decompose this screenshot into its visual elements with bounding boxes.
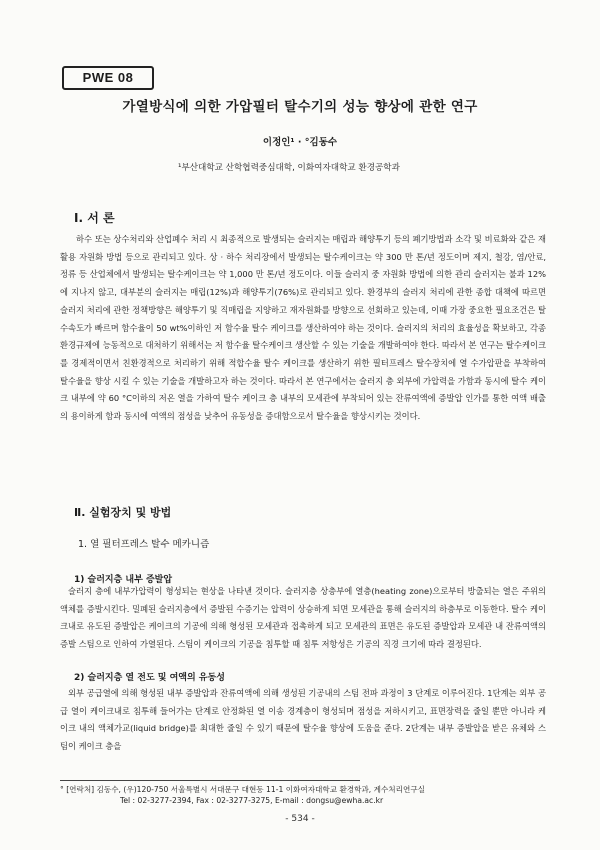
heat-conduction-paragraph: 외부 공급열에 의해 형성된 내부 증발압과 잔류여액에 의해 생성된 기공내의 스팀 전파 과정이 3 단계로 이루어진다. 1단계는 외부 공급 열이 케이크내로 침투해 들어가는 단계로 안정화된 열 이송 경계층이 형성되며 점성을 저하시키고, 표면장력을 줄일 뿐만 아니라 케이크 내의 액체가교(liquid bridge)를 최대한 줄일 수 있기 때문에 탈수율 향상에 도움을 준다. 2단계는 내부 증발압을 받은 유체와 스팀이 케이크 층을 (60, 688, 546, 752)
paper-title: 가열방식에 의한 가압필터 탈수기의 성능 향상에 관한 연구 (122, 99, 478, 115)
author-affiliation: ¹부산대학교 산학협력중심대학, 이화여자대학교 환경공학과 (178, 163, 400, 173)
item-heading-heat-conduction: 2) 슬러지층 열 전도 및 여액의 유동성 (74, 673, 225, 683)
footnote-divider (60, 780, 360, 781)
page-number: - 534 - (285, 814, 315, 824)
evaporation-pressure-paragraph: 슬러지 층에 내부가압력이 형성되는 현상을 나타낸 것이다. 슬러지층 상층부에 열층(heating zone)으로부터 방출되는 열은 주위의 액체를 증발시킨다. 밀폐된 슬러지층에서 증발된 수증기는 압력이 상승하게 되면 모세관을 통해 슬러지의 하층부로 이동한다. 탈수 케이크내로 유도된 증발압은 케이크의 기공에 의해 형성된 모세관과 접촉하게 되고 모세관의 표면은 유도된 증발압과 모세관 내 잔류여액의 증발 스팀으로 인하여 가열된다. 스팀이 케이크의 기공을 침투할 때 침투 저항성은 기공의 직경 크기에 따라 결정된다. (60, 586, 546, 650)
footnote-contact: ° [연락처] 김동수, (우)120-750 서울특별시 서대문구 대현동 11-1 이화여자대학교 환경학과, 계수처리연구실 (60, 785, 425, 794)
author-list: 이정인¹ · °김동수 (262, 137, 338, 148)
session-tag: PWE 08 (62, 66, 154, 90)
section-heading-introduction: Ⅰ. 서 론 (74, 211, 115, 225)
introduction-paragraph: 하수 또는 상수처리와 산업폐수 처리 시 최종적으로 발생되는 슬러지는 매립과 해양투기 등의 폐기방법과 소각 및 비료화와 같은 재활용 자원화 방법 등으로 관리되고 있다. 상 · 하수 처리장에서 발생되는 탈수케이크는 약 300 만 톤/년 정도이며 제지, 철강, 염/안료, 정류 등 산업체에서 발생되는 탈수케이크는 약 1,000 만 톤/년 정도이다. 이들 슬러지 중 자원화 방법에 의한 관리 슬러지는 불과 12%에 지나지 않고, 대부분의 슬러지는 매립(12%)과 해양투기(76%)로 관리되고 있다. 환경부의 슬러지 처리에 관한 종합 대책에 따르면 슬러지 처리에 관한 정책방향은 해양투기 및 직매립을 지양하고 재자원화를 방향으로 선회하고 있는데, 이때 가장 중요한 필요조건은 탈수속도가 빠르며 함수율이 50 wt%이하인 저 함수율 탈수 케이크를 생산하여야 하는 것이다. 슬러지의 처리의 효율성을 확보하고, 각종 환경규제에 능동적으로 대처하기 위해서는 저 함수율 탈수케이크 생산할 수 있는 기술을 개발하여야 한다. 따라서 본 연구는 탈수케이크를 경제적이면서 친환경적으로 처리하기 위해 적합수율 탈수 케이크를 생산하기 위한 필터프레스 탈수장치에 열 수가압판을 부착하여 탈수율을 향상 시킬 수 있는 기술을 개발하고자 하는 것이다. 따라서 본 연구에서는 슬러지 층 외부에 가압력을 가함과 동시에 탈수 케이크 내부에 약 60 °C이하의 저온 열을 가하여 탈수 케이크 층 내부의 모세관에 부착되어 있는 잔류여액에 증발압 인가를 통한 여액 배출의 용이하게 함과 동시에 여액의 점성을 낮추어 유동성을 증대함으로서 탈수율을 향상시키는 것이다. (60, 234, 546, 422)
subsection-heading-mechanism: 1. 열 필터프레스 탈수 메카니즘 (78, 539, 210, 550)
item-heading-evaporation-pressure: 1) 슬러지층 내부 증발압 (74, 575, 173, 585)
section-heading-methods: Ⅱ. 실험장치 및 방법 (74, 506, 172, 519)
footnote-phone-email: Tel : 02-3277-2394, Fax : 02-3277-3275, E-mail : dongsu@ewha.ac.kr (120, 796, 384, 805)
